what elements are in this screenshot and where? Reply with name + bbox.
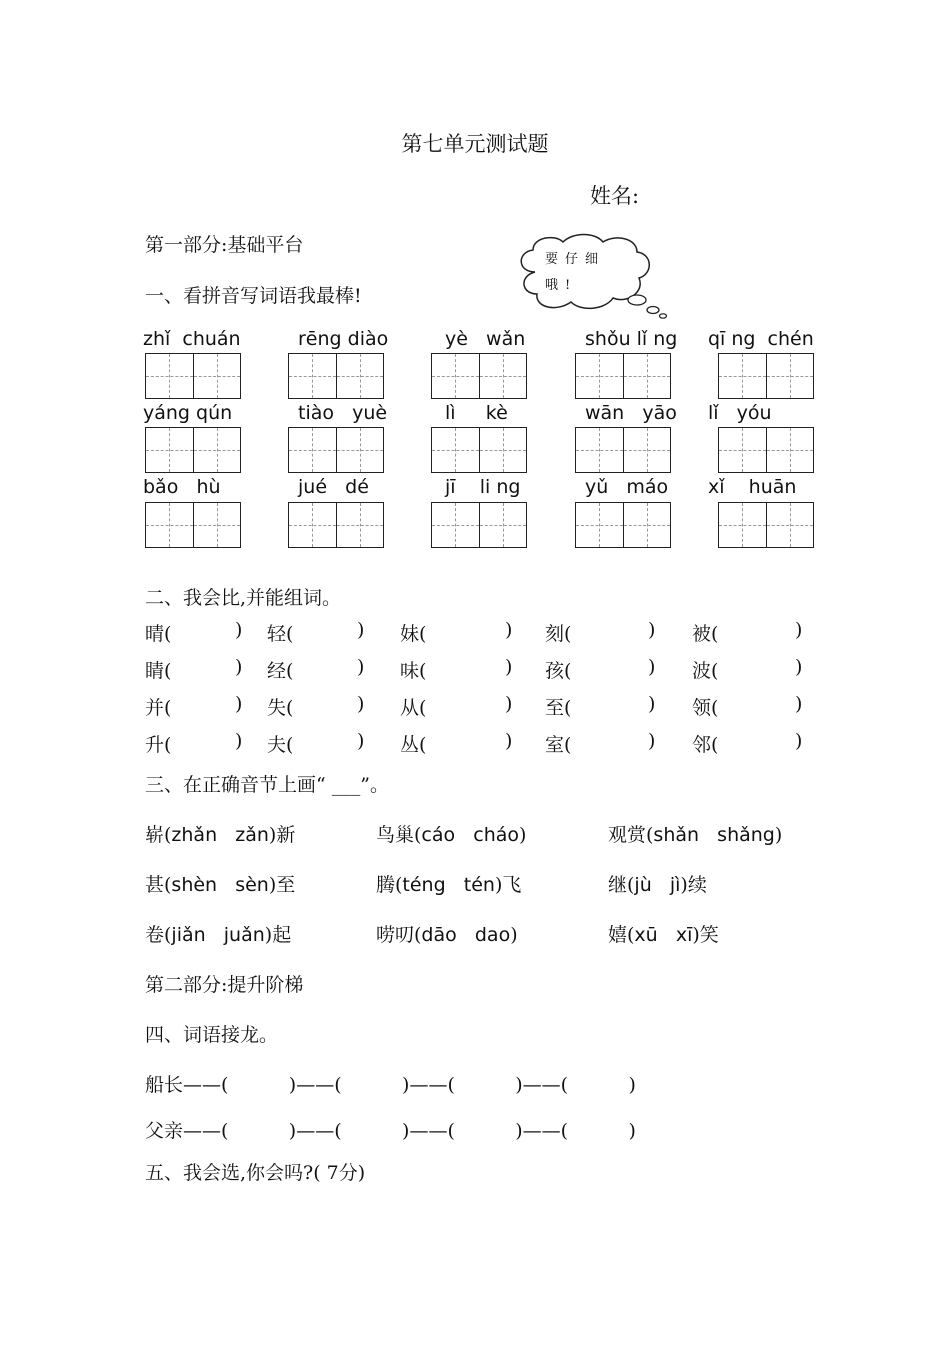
- close-paren: ): [357, 693, 365, 715]
- writing-grid[interactable]: [145, 427, 241, 473]
- char-with-open-paren: 邻(: [692, 734, 719, 756]
- writing-cell[interactable]: [480, 428, 527, 472]
- close-paren: ): [648, 693, 656, 715]
- close-paren: ): [357, 619, 365, 641]
- writing-cell[interactable]: [576, 503, 624, 547]
- writing-cell[interactable]: [146, 354, 194, 398]
- writing-cell[interactable]: [576, 354, 624, 398]
- pinyin-label: wān yāo: [585, 402, 677, 424]
- q5-heading: 五、我会选,你会吗?( 7分): [145, 1162, 366, 1184]
- writing-cell[interactable]: [624, 428, 671, 472]
- word-prefix: 腾(: [376, 874, 403, 896]
- q3-heading: 三、在正确音节上画“ ___”。: [145, 774, 389, 796]
- pinyin-label: yǔ máo: [585, 476, 669, 498]
- close-paren: ): [505, 619, 513, 641]
- pinyin-label: jī li ng: [445, 476, 521, 498]
- writing-cell[interactable]: [432, 428, 480, 472]
- writing-grid[interactable]: [145, 353, 241, 399]
- word-prefix: 甚(: [145, 874, 172, 896]
- word-suffix: )笑: [692, 924, 719, 946]
- word-prefix: 鸟巢(: [376, 824, 422, 846]
- pinyin-options[interactable]: xū xī: [634, 924, 693, 946]
- pinyin-label: jué dé: [298, 476, 369, 498]
- writing-cell[interactable]: [767, 354, 814, 398]
- char-with-open-paren: 味(: [400, 660, 427, 682]
- pinyin-label: lì kè: [445, 402, 508, 424]
- pinyin-label: shǒu lǐ ng: [585, 328, 678, 350]
- word-prefix: 崭(: [145, 824, 172, 846]
- close-paren: ): [235, 619, 243, 641]
- close-paren: ): [357, 656, 365, 678]
- writing-grid[interactable]: [718, 427, 814, 473]
- close-paren: ): [648, 619, 656, 641]
- writing-cell[interactable]: [194, 428, 241, 472]
- bubble-line-1: 要仔细: [545, 252, 606, 267]
- pinyin-label: yáng qún: [143, 402, 233, 424]
- close-paren: ): [648, 656, 656, 678]
- part1-heading: 第一部分:基础平台: [145, 234, 304, 256]
- writing-cell[interactable]: [289, 428, 337, 472]
- writing-cell[interactable]: [337, 428, 384, 472]
- char-with-open-paren: 刻(: [545, 623, 572, 645]
- pinyin-label: xǐ huān: [708, 476, 797, 498]
- writing-grid[interactable]: [288, 502, 384, 548]
- writing-cell[interactable]: [432, 503, 480, 547]
- char-with-open-paren: 晴(: [145, 623, 172, 645]
- writing-cell[interactable]: [719, 354, 767, 398]
- close-paren: ): [235, 730, 243, 752]
- writing-grid[interactable]: [718, 353, 814, 399]
- pinyin-options[interactable]: shǎn shǎng: [653, 824, 775, 846]
- writing-cell[interactable]: [624, 354, 671, 398]
- q2-heading: 二、我会比,并能组词。: [145, 587, 342, 609]
- writing-grid[interactable]: [431, 427, 527, 473]
- close-paren: ): [235, 656, 243, 678]
- pinyin-options[interactable]: jù jì: [634, 874, 681, 896]
- pinyin-choice-item[interactable]: [376, 820, 526, 847]
- pinyin-options[interactable]: dāo dao: [421, 924, 511, 946]
- pinyin-choice-item[interactable]: [145, 870, 295, 897]
- writing-cell[interactable]: [719, 503, 767, 547]
- writing-cell[interactable]: [337, 503, 384, 547]
- writing-cell[interactable]: [767, 503, 814, 547]
- pinyin-choice-item[interactable]: [376, 870, 521, 897]
- char-with-open-paren: 至(: [545, 697, 572, 719]
- pinyin-choice-item[interactable]: [608, 820, 782, 847]
- pinyin-choice-item[interactable]: [608, 870, 707, 897]
- writing-cell[interactable]: [576, 428, 624, 472]
- pinyin-label: qī ng chén: [708, 328, 814, 350]
- writing-grid[interactable]: [575, 353, 671, 399]
- word-suffix: )续: [680, 874, 707, 896]
- writing-grid[interactable]: [288, 427, 384, 473]
- cloud-icon: [515, 232, 670, 324]
- word-prefix: 继(: [608, 874, 635, 896]
- char-with-open-paren: 失(: [267, 697, 294, 719]
- writing-cell[interactable]: [480, 354, 527, 398]
- writing-cell[interactable]: [194, 354, 241, 398]
- writing-grid[interactable]: [575, 502, 671, 548]
- writing-cell[interactable]: [624, 503, 671, 547]
- chain-row-1[interactable]: 船长——( )——( )——( )——( ): [145, 1074, 636, 1096]
- char-with-open-paren: 从(: [400, 697, 427, 719]
- pinyin-label: lǐ yóu: [708, 402, 772, 424]
- word-prefix: 嬉(: [608, 924, 635, 946]
- pinyin-choice-item[interactable]: [608, 920, 719, 947]
- close-paren: ): [505, 693, 513, 715]
- close-paren: ): [795, 693, 803, 715]
- close-paren: ): [505, 730, 513, 752]
- word-suffix: )新: [268, 824, 296, 846]
- word-suffix: ): [774, 824, 783, 846]
- writing-grid[interactable]: [431, 502, 527, 548]
- chain-row-2[interactable]: 父亲——( )——( )——( )——( ): [145, 1120, 636, 1142]
- char-with-open-paren: 升(: [145, 734, 172, 756]
- word-suffix: )至: [268, 874, 296, 896]
- writing-grid[interactable]: [718, 502, 814, 548]
- pinyin-label: rēng diào: [298, 328, 389, 350]
- writing-cell[interactable]: [719, 428, 767, 472]
- writing-cell[interactable]: [146, 428, 194, 472]
- char-with-open-paren: 睛(: [145, 660, 172, 682]
- writing-cell[interactable]: [289, 354, 337, 398]
- word-suffix: ): [510, 924, 518, 946]
- pinyin-options[interactable]: cáo cháo: [421, 824, 520, 846]
- close-paren: ): [505, 656, 513, 678]
- char-with-open-paren: 妹(: [400, 623, 427, 645]
- pinyin-options[interactable]: zhǎn zǎn: [171, 824, 269, 846]
- pinyin-label: bǎo hù: [143, 476, 221, 498]
- writing-cell[interactable]: [289, 503, 337, 547]
- writing-cell[interactable]: [337, 354, 384, 398]
- pinyin-label: tiào yuè: [298, 402, 388, 424]
- char-with-open-paren: 波(: [692, 660, 719, 682]
- word-suffix: )起: [264, 924, 292, 946]
- writing-cell[interactable]: [480, 503, 527, 547]
- word-prefix: 观赏(: [608, 824, 654, 846]
- char-with-open-paren: 并(: [145, 697, 172, 719]
- writing-cell[interactable]: [432, 354, 480, 398]
- pinyin-label: zhǐ chuán: [143, 328, 241, 350]
- char-with-open-paren: 轻(: [267, 623, 294, 645]
- word-prefix: 唠叨(: [376, 924, 422, 946]
- pinyin-options[interactable]: téng tén: [402, 874, 495, 896]
- char-with-open-paren: 夫(: [267, 734, 294, 756]
- pinyin-choice-item[interactable]: [376, 920, 518, 947]
- part2-heading: 第二部分:提升阶梯: [145, 974, 304, 996]
- close-paren: ): [648, 730, 656, 752]
- thought-bubble: [515, 232, 670, 324]
- word-suffix: ): [519, 824, 527, 846]
- char-with-open-paren: 经(: [267, 660, 294, 682]
- q1-heading: 一、看拼音写词语我最棒!: [145, 285, 362, 307]
- close-paren: ): [357, 730, 365, 752]
- close-paren: ): [795, 619, 803, 641]
- pinyin-label: yè wǎn: [445, 328, 526, 350]
- pinyin-choice-item[interactable]: [145, 820, 295, 847]
- writing-grid[interactable]: [575, 427, 671, 473]
- writing-cell[interactable]: [194, 503, 241, 547]
- close-paren: ): [795, 656, 803, 678]
- q4-heading: 四、词语接龙。: [145, 1024, 279, 1046]
- page-title: 第七单元测试题: [401, 132, 549, 156]
- pinyin-options[interactable]: shèn sèn: [171, 874, 269, 896]
- char-with-open-paren: 孩(: [545, 660, 572, 682]
- writing-grid[interactable]: [288, 353, 384, 399]
- close-paren: ): [235, 693, 243, 715]
- name-label: 姓名:: [590, 184, 640, 208]
- char-with-open-paren: 丛(: [400, 734, 427, 756]
- char-with-open-paren: 领(: [692, 697, 719, 719]
- writing-cell[interactable]: [767, 428, 814, 472]
- pinyin-choice-item[interactable]: [145, 920, 291, 947]
- pinyin-options[interactable]: jiǎn juǎn: [171, 924, 265, 946]
- writing-grid[interactable]: [145, 502, 241, 548]
- bubble-line-2: 哦!: [545, 278, 578, 293]
- word-suffix: )飞: [494, 874, 522, 896]
- writing-cell[interactable]: [146, 503, 194, 547]
- char-with-open-paren: 被(: [692, 623, 719, 645]
- char-with-open-paren: 室(: [545, 734, 572, 756]
- writing-grid[interactable]: [431, 353, 527, 399]
- word-prefix: 卷(: [145, 924, 172, 946]
- close-paren: ): [795, 730, 803, 752]
